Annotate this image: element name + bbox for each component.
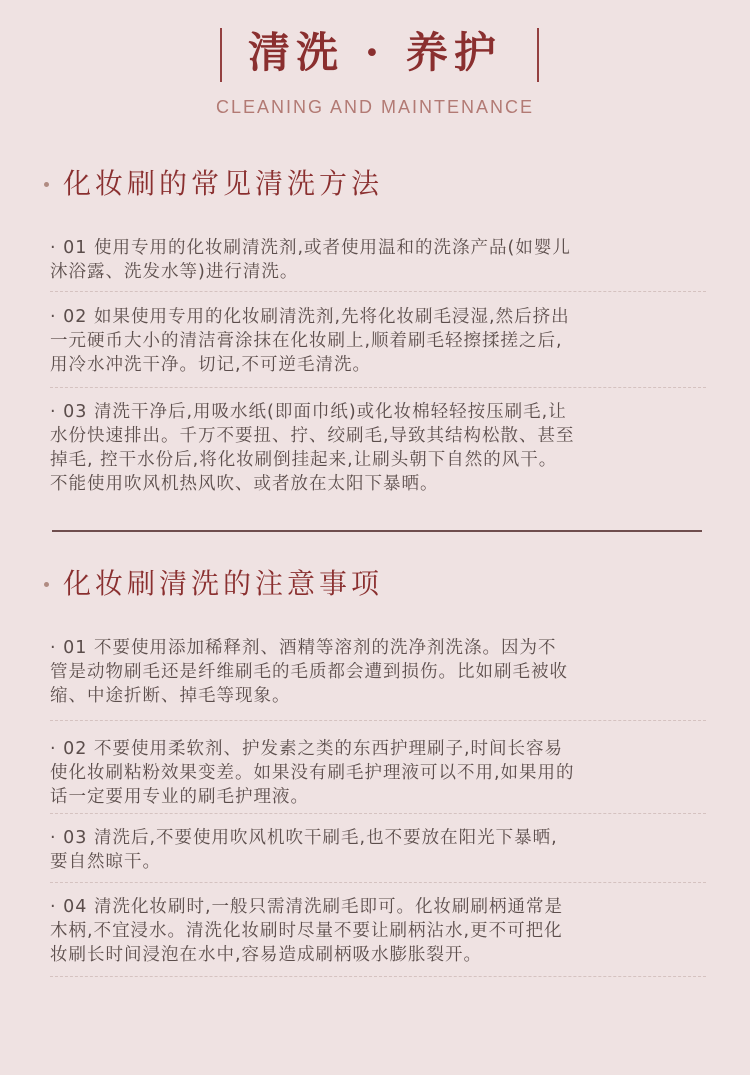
page-title: 清洗 · 养护 [248, 28, 502, 77]
section1-heading [44, 166, 383, 202]
section2-divider-3 [50, 882, 706, 883]
section1-item-1: · 01 使用专用的化妆刷清洗剂,或者使用温和的洗涤产品(如婴儿 沐浴露、洗发水等)进行清洗。 [50, 238, 571, 282]
section2-heading [44, 566, 383, 602]
heading-bullet-icon [44, 582, 49, 587]
section2-item-4: · 04 清洗化妆刷时,一般只需清洗刷毛即可。化妆刷刷柄通常是 木柄,不宜浸水。清洗化妆刷时尽量不要让刷柄沾水,更不可把化 妆刷长时间浸泡在水中,容易造成刷柄吸水膨胀裂开。 [50, 897, 564, 965]
section2-item-1: · 01 不要使用添加稀释剂、酒精等溶剂的洗净剂洗涤。因为不 管是动物刷毛还是纤维刷毛的毛质都会遭到损伤。比如刷毛被收 缩、中途折断、掉毛等现象。 [50, 638, 568, 706]
section-separator [52, 530, 702, 532]
header [0, 0, 750, 130]
section1-item-2: · 02 如果使用专用的化妆刷清洗剂,先将化妆刷毛浸湿,然后挤出 一元硬币大小的清洁膏涂抹在化妆刷上,顺着刷毛轻擦揉搓之后, 用冷水冲洗干净。切记,不可逆毛清洗。 [50, 307, 570, 375]
section1-divider-1 [50, 291, 706, 292]
section2-divider-2 [50, 813, 706, 814]
section2-divider-4 [50, 976, 706, 977]
section2-item-3: · 03 清洗后,不要使用吹风机吹干刷毛,也不要放在阳光下暴晒, 要自然晾干。 [50, 828, 558, 872]
heading-bullet-icon [44, 182, 49, 187]
section2-item-2: · 02 不要使用柔软剂、护发素之类的东西护理刷子,时间长容易 使化妆刷粘粉效果变差。如果没有刷毛护理液可以不用,如果用的 话一定要用专业的刷毛护理液。 [50, 739, 575, 807]
section2-divider-1 [50, 720, 706, 721]
page-subtitle: CLEANING AND MAINTENANCE [215, 97, 535, 117]
section2-heading-text: 化妆刷清洗的注意事项 [63, 567, 384, 600]
section1-divider-2 [50, 387, 706, 388]
section1-heading-text: 化妆刷的常见清洗方法 [63, 167, 384, 200]
section1-item-3: · 03 清洗干净后,用吸水纸(即面巾纸)或化妆棉轻轻按压刷毛,让 水份快速排出。千万不要扭、拧、绞刷毛,导致其结构松散、甚至 掉毛, 控干水份后,将化妆刷倒挂起来,让刷头朝下自然的风干。 不能使用吹风机热风吹、或者放在太阳下暴晒。 [50, 402, 575, 494]
